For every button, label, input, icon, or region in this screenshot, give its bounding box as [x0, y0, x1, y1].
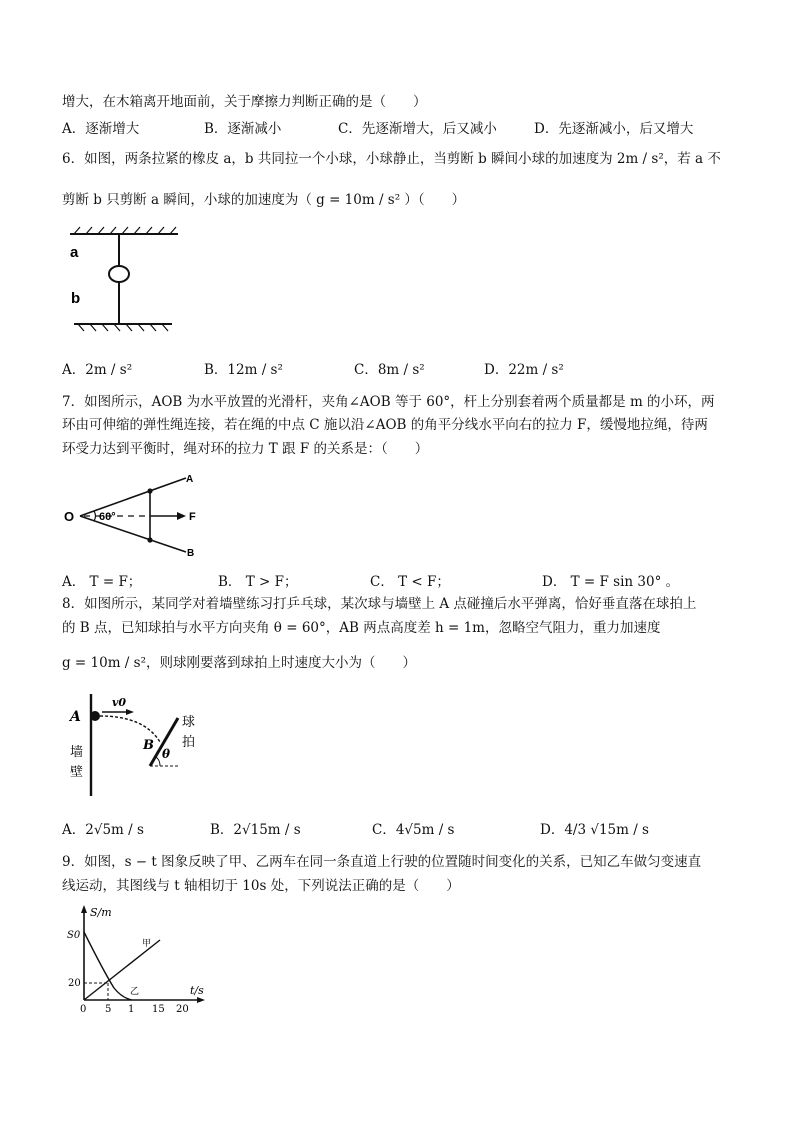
q9-x-arrowhead	[197, 997, 205, 1003]
q6-label-b: b	[71, 290, 81, 307]
q7-option-b[interactable]: B． T > F；	[218, 574, 298, 590]
q8-ball	[90, 711, 100, 721]
q8-stem-line1: 8．如图所示，某同学对着墙壁练习打乒乓球，某次球与墙壁上 A 点碰撞后水平弹离，恰好垂直落在球拍上	[62, 596, 697, 612]
q7-ring-upper	[147, 488, 152, 493]
q8-option-d[interactable]: D．4/3 √15m / s	[540, 822, 649, 838]
q5-options	[62, 117, 742, 135]
q7-label-f: F	[189, 511, 196, 523]
q6-stem-line1: 6．如图，两条拉紧的橡皮 a，b 共同拉一个小球，小球静止，当剪断 b 瞬间小球的加速度为 2m / s²，若 a 不	[62, 151, 721, 167]
q8-label-b: B	[143, 738, 154, 753]
q7-option-d[interactable]: D． T = F sin 30° 。	[542, 574, 680, 590]
q9-label-xlabel: t/s	[190, 984, 204, 997]
q6-figure	[64, 224, 184, 336]
q8-option-a[interactable]: A．2√5m / s	[62, 822, 144, 838]
q5-option-b[interactable]: B．逐渐减小	[204, 121, 282, 137]
q8-options	[62, 818, 742, 836]
q9-label-s0: S0	[67, 930, 81, 941]
q7-rod-oa	[80, 478, 186, 516]
q7-stem-line2: 环由可伸缩的弹性绳连接，若在绳的中点 C 施以沿∠AOB 的角平分线水平向右的拉力 F，缓慢地拉绳，待两	[62, 417, 708, 433]
q9-label-x15: 15	[152, 1004, 165, 1015]
q5-option-c[interactable]: C．先逐渐增大，后又减小	[338, 121, 497, 137]
q7-label-o: O	[64, 509, 75, 524]
q8-figure	[64, 690, 214, 800]
q6-ceiling-hatch	[74, 227, 176, 234]
q8-option-c[interactable]: C．4√5m / s	[372, 822, 455, 838]
q9-label-x5: 5	[105, 1004, 112, 1015]
q9-label-x20: 20	[176, 1004, 189, 1015]
q8-label-wall1: 墙	[70, 745, 84, 760]
q8-stem-line3: g = 10m / s²，则球刚要落到球拍上时速度大小为（ ）	[62, 655, 416, 671]
q8-label-wall2: 壁	[70, 765, 84, 780]
q8-v0-arrowhead	[126, 709, 134, 715]
q7-stem-line3: 环受力达到平衡时，绳对环的拉力 T 跟 F 的关系是：（ ）	[62, 441, 429, 457]
q8-label-bat2: 拍	[182, 735, 196, 750]
q7-stem-line1: 7．如图所示，AOB 为水平放置的光滑杆，夹角∠AOB 等于 60°，杆上分别套着两个质量都是 m 的小环，两	[62, 394, 715, 410]
q7-label-b: B	[187, 548, 195, 559]
q9-stem-line2: 线运动，其图线与 t 轴相切于 10s 处，下列说法正确的是（ ）	[62, 878, 460, 894]
q9-label-y20: 20	[68, 978, 81, 989]
q5-option-d[interactable]: D．先逐渐减小，后又增大	[534, 121, 694, 137]
q8-option-b[interactable]: B．2√15m / s	[210, 822, 301, 838]
q9-label-x0: 0	[80, 1004, 87, 1015]
q9-label-jia: 甲	[142, 939, 152, 949]
q6-stem-line2: 剪断 b 只剪断 a 瞬间，小球的加速度为（ g = 10m / s² ）（ ）	[62, 192, 466, 208]
q7-label-angle: 60°	[99, 511, 116, 523]
q7-figure	[62, 470, 212, 562]
q9-line-jia	[84, 940, 160, 1000]
q6-option-d[interactable]: D．22m / s²	[484, 362, 564, 378]
q6-options	[62, 358, 742, 376]
q5-option-a[interactable]: A．逐渐增大	[62, 121, 140, 137]
q9-stem-line1: 9．如图，s − t 图象反映了甲、乙两车在同一条直道上行驶的位置随时间变化的关系，已知乙车做匀变速直	[62, 854, 702, 870]
q6-option-a[interactable]: A．2m / s²	[62, 362, 133, 378]
q7-rod-ob	[80, 516, 186, 552]
q7-option-a[interactable]: A． T = F；	[62, 574, 142, 590]
q8-label-bat1: 球	[182, 715, 196, 730]
q6-option-c[interactable]: C．8m / s²	[354, 362, 425, 378]
q7-label-a: A	[186, 474, 194, 485]
q8-label-theta: θ	[162, 747, 171, 761]
q8-label-v0: v0	[112, 696, 127, 709]
q5-stem-tail: 增大，在木箱离开地面前，关于摩擦力判断正确的是（ ）	[62, 94, 427, 110]
q8-label-a: A	[70, 709, 81, 725]
q9-label-yi: 乙	[130, 987, 140, 997]
q6-ball	[109, 266, 129, 282]
q6-label-a: a	[70, 244, 79, 261]
q9-y-arrowhead	[81, 905, 87, 913]
q6-floor-hatch	[78, 324, 168, 331]
q9-label-x10: 1	[128, 1004, 135, 1015]
q7-ring-lower	[147, 537, 152, 542]
q7-angle-arc	[94, 511, 96, 521]
q9-label-ylabel: S/m	[90, 906, 112, 919]
q6-option-b[interactable]: B．12m / s²	[204, 362, 283, 378]
q7-options	[62, 570, 742, 588]
q8-angle-arc	[156, 757, 160, 766]
q8-stem-line2: 的 B 点，已知球拍与水平方向夹角 θ = 60°，AB 两点高度差 h = 1m，忽略空气阻力，重力加速度	[62, 620, 661, 636]
q7-force-arrowhead	[177, 512, 186, 520]
q9-figure	[64, 904, 214, 1016]
q7-option-c[interactable]: C． T < F；	[370, 574, 450, 590]
